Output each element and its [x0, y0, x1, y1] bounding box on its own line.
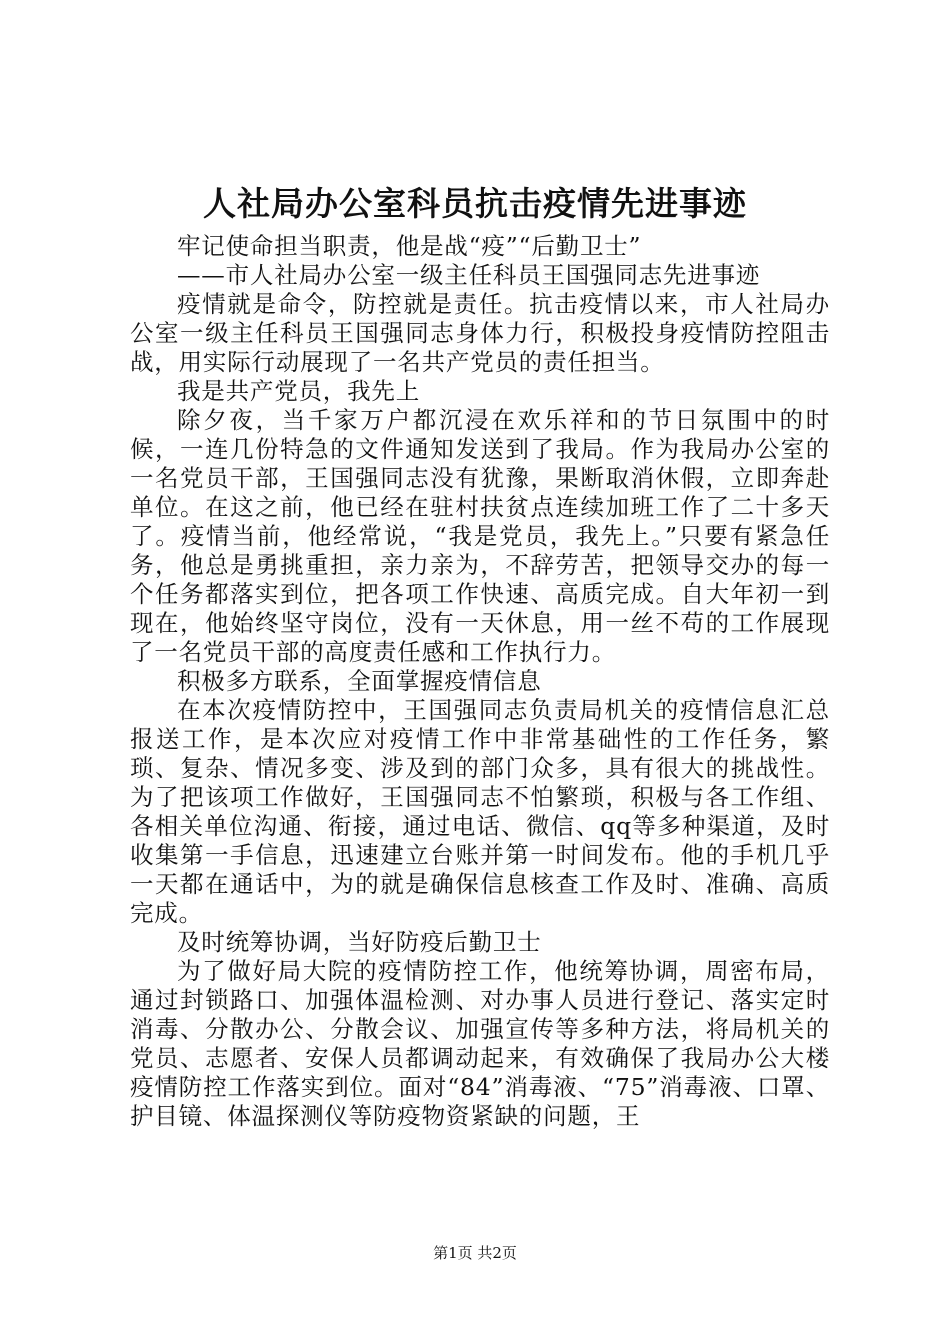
paragraph-section-1: 除夕夜，当千家万户都沉浸在欢乐祥和的节日氛围中的时候，一连几份特急的文件通知发送到了我局。作为我局办公室的一名党员干部，王国强同志没有犹豫，果断取消休假，立即奔赴单位。在这之前，他已经在驻村扶贫点连续加班工作了二十多天了。疫情当前，他经常说，“我是党员，我先上。”只要有紧急任务，他总是勇挑重担，亲力亲为，不辞劳苦，把领导交办的每一个任务都落实到位，把各项工作快速、高质完成。自大年初一到现在，他始终坚守岗位，没有一天休息，用一丝不苟的工作展现了一名党员干部的高度责任感和工作执行力。	[130, 406, 830, 666]
section-heading-3: 及时统筹协调，当好防疫后勤卫士	[177, 928, 542, 956]
document-body	[130, 232, 830, 1131]
byline: ——市人社局办公室一级主任科员王国强同志先进事迹	[177, 261, 761, 289]
subtitle-line: 牢记使命担当职责，他是战“疫”“后勤卫士”	[177, 232, 642, 260]
section-heading-1: 我是共产党员，我先上	[177, 377, 420, 405]
section-heading-2: 积极多方联系，全面掌握疫情信息	[177, 667, 542, 695]
paragraph-section-2: 在本次疫情防控中，王国强同志负责局机关的疫情信息汇总报送工作，是本次应对疫情工作中非常基础性的工作任务，繁琐、复杂、情况多变、涉及到的部门众多，具有很大的挑战性。为了把该项工作做好，王国强同志不怕繁琐，积极与各工作组、各相关单位沟通、衔接，通过电话、微信、qq等多种渠道，及时收集第一手信息，迅速建立台账并第一时间发布。他的手机几乎一天都在通话中，为的就是确保信息核查工作及时、准确、高质完成。	[130, 696, 830, 927]
paragraph-section-3: 为了做好局大院的疫情防控工作，他统筹协调，周密布局，通过封锁路口、加强体温检测、对办事人员进行登记、落实定时消毒、分散办公、分散会议、加强宣传等多种方法，将局机关的党员、志愿者、安保人员都调动起来，有效确保了我局办公大楼疫情防控工作落实到位。面对“84”消毒液、“75”消毒液、口罩、护目镜、体温探测仪等防疫物资紧缺的问题，王	[130, 957, 830, 1130]
document-title: 人社局办公室科员抗击疫情先进事迹	[203, 184, 747, 223]
page-footer: 第1页 共2页	[433, 1244, 517, 1262]
paragraph-intro: 疫情就是命令，防控就是责任。抗击疫情以来，市人社局办公室一级主任科员王国强同志身体力行，积极投身疫情防控阻击战，用实际行动展现了一名共产党员的责任担当。	[130, 290, 830, 376]
